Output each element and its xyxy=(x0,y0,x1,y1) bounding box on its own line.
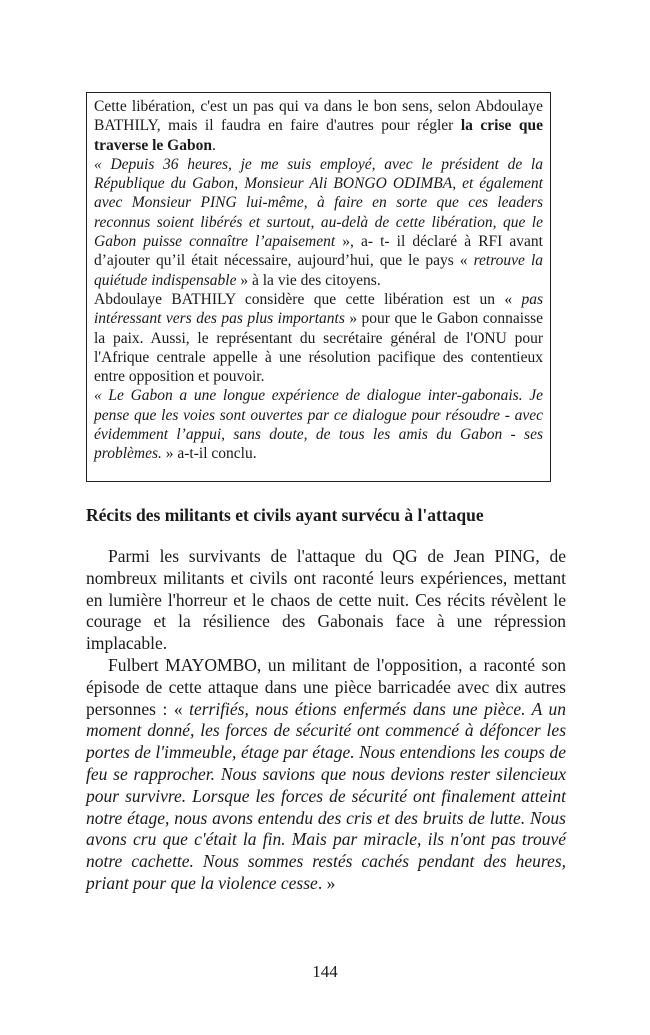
box-paragraph-1 xyxy=(94,97,543,155)
box-p2-end: » à la vie des citoyens. xyxy=(236,271,381,289)
body-p2-quote: terrifiés, nous étions enfermés dans une pièce. A un moment donné, les forces de sécurité ont commencé à défoncer les portes de l'immeuble, étage par étage. Nous entendions les coups de feu se rapprocher. Nous savions que nous devions rester silencieux pour survivre. Lorsque les forces de sécurité ont finalement atteint notre étage, nous avons entendu des cris et des bruits de lutte. Nous avons cru que c'était la fin. Mais par miracle, ils n'ont pas trouvé notre cachette. Nous sommes restés cachés pendant des heures, priant pour que la violence cesse xyxy=(86,698,566,893)
section-body xyxy=(86,546,566,895)
section-heading: Récits des militants et civils ayant survécu à l'attaque xyxy=(86,505,484,525)
quote-box xyxy=(86,92,551,482)
page-number: 144 xyxy=(312,962,338,981)
box-p1-end: . xyxy=(211,136,216,154)
box-paragraph-3 xyxy=(94,290,543,386)
box-p1-text: Cette libération, c'est un pas qui va dans le bon sens, selon Abdoulaye BATHILY, mais il faudra en faire d'autres pour régler xyxy=(94,98,543,135)
box-p2-quote: « Depuis 36 heures, je me suis employé, avec le président de la République du Gabon, Monsieur Ali BONGO ODIMBA, et également avec Monsieur PING lui-même, à faire en sorte que ces leaders reconnus soient libérés et surtout, au-delà de cette libération, que le Gabon puisse connaître l’apaisement xyxy=(94,155,543,251)
box-p3-end: » pour que le Gabon connaisse la paix. Aussi, le représentant du secrétaire général de l'ONU pour l'Afrique centrale appelle à une résolution pacifique des contentieux entre opposition et pouvoir. xyxy=(94,310,544,386)
box-p4-quote: « Le Gabon a une longue expérience de dialogue inter-gabonais. Je pense que les voies sont ouvertes par ce dialogue pour résoudre - avec évidemment l’appui, sans doute, de tous les amis du Gabon - ses problèmes. xyxy=(94,387,543,463)
body-paragraph-2 xyxy=(86,655,566,895)
box-paragraph-4 xyxy=(94,386,543,463)
box-p3-quote: pas intéressant vers des pas plus importants xyxy=(94,290,543,328)
box-p2-quote2: retrouve la quiétude indispensable xyxy=(94,252,543,289)
box-p2-mid: », a- t- il déclaré à RFI avant d’ajouter qu’il était nécessaire, aujourd’hui, que le pays « xyxy=(94,233,543,270)
body-paragraph-1: Parmi les survivants de l'attaque du QG de Jean PING, de nombreux militants et civils ont raconté leurs expériences, mettant en lumière l'horreur et le chaos de cette nuit. Ces récits révèlent le courage et la résilience des Gabonais face à une répression implacable. xyxy=(86,546,566,654)
body-p2-end: . » xyxy=(317,872,336,893)
body-p2-start: Fulbert MAYOMBO, un militant de l'opposition, a raconté son épisode de cette attaque dans une pièce barricadée avec dix autres personnes : « xyxy=(86,654,566,719)
box-p1-bold: la crise que traverse le Gabon xyxy=(94,117,544,154)
box-p4-end: » a-t-il conclu. xyxy=(161,445,257,463)
box-paragraph-2 xyxy=(94,155,543,290)
box-p3-start: Abdoulaye BATHILY considère que cette libération est un « xyxy=(94,290,522,308)
